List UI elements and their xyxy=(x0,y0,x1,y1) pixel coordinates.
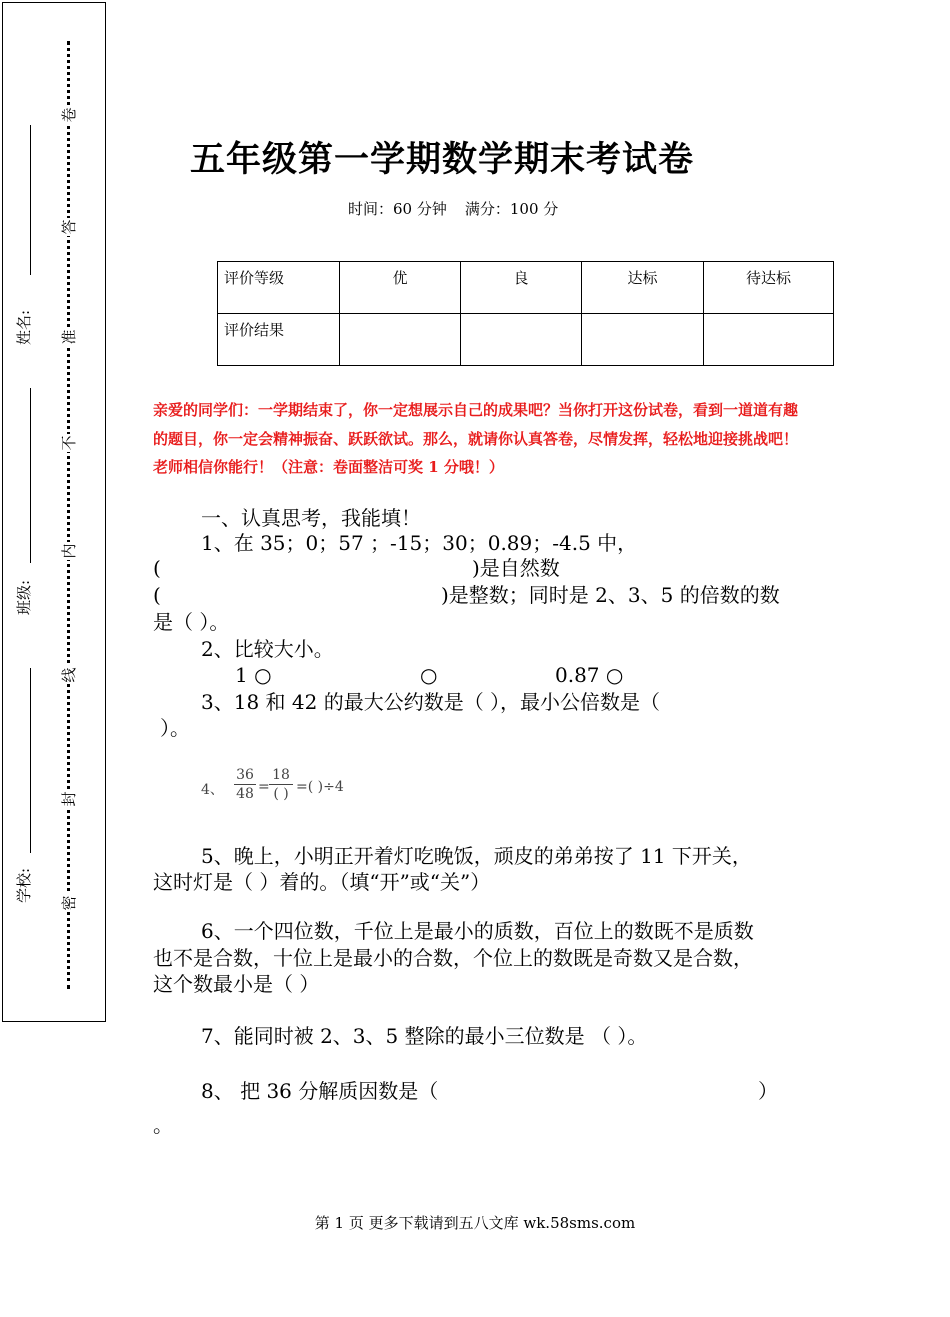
q3-line2: ）。 xyxy=(160,716,190,740)
equals-sign: = xyxy=(258,779,270,795)
q2-compare: 1 ○ xyxy=(235,663,272,687)
result-cell[interactable] xyxy=(461,314,582,366)
fraction xyxy=(234,767,256,802)
page-footer: 第 1 页 更多下载请到五八文库 wk.58sms.com xyxy=(314,1214,636,1232)
table-cell: 待达标 xyxy=(704,262,834,314)
seal-dotted-line xyxy=(67,41,70,989)
q2-compare: 0.87 ○ xyxy=(555,663,624,687)
section-heading: 一、认真思考，我能填！ xyxy=(201,506,421,530)
equation-tail: =( )÷4 xyxy=(296,779,344,795)
school-underline xyxy=(30,668,31,853)
fraction-bar xyxy=(234,784,256,785)
full-score: 满分：100 分 xyxy=(464,200,559,218)
table-row xyxy=(218,262,834,314)
denominator: ( ) xyxy=(273,786,289,802)
q8-close-paren: ） xyxy=(758,1079,778,1103)
result-cell[interactable] xyxy=(340,314,461,366)
evaluation-table xyxy=(217,261,834,366)
q1-open-paren: ( xyxy=(153,583,161,607)
time-limit: 时间：60 分钟 xyxy=(348,200,447,218)
seal-char: 卷 xyxy=(60,107,78,123)
table-row xyxy=(218,314,834,366)
q1-line2: )是自然数 xyxy=(472,556,560,580)
seal-char: 密 xyxy=(60,895,78,911)
q2-compare: ○ xyxy=(420,663,438,687)
table-cell: 评价结果 xyxy=(218,314,340,366)
exam-info xyxy=(348,198,576,219)
seal-char: 答 xyxy=(60,219,78,235)
table-cell: 达标 xyxy=(582,262,704,314)
binding-strip xyxy=(2,2,106,1022)
name-underline xyxy=(30,125,31,275)
q5-line2: 这时灯是（ ）着的。（填“开”或“关”） xyxy=(153,870,491,894)
q1-line1: 1、在 35；0；57 ；-15；30；0.89；-4.5 中， xyxy=(201,531,638,555)
school-label: 学校: xyxy=(15,867,33,903)
intro-message: 亲爱的同学们：一学期结束了，你一定想展示自己的成果吧？当你打开这份试卷，看到一道道有趣的题目，你一定会精神振奋、跃跃欲试。那么，就请你认真答卷，尽情发挥，轻松地迎接挑战吧！老师相信你能行！（注意：卷面整洁可奖 1 分哦！） xyxy=(153,401,799,476)
class-label: 班级: xyxy=(15,579,33,615)
q8-line2: 。 xyxy=(153,1113,173,1137)
q6-line2: 也不是合数，十位上是最小的合数，个位上的数既是奇数又是合数， xyxy=(153,946,753,970)
fraction-bar xyxy=(269,784,293,785)
q1-open-paren: ( xyxy=(153,556,161,580)
q6-line1: 6、一个四位数，千位上是最小的质数，百位上的数既不是质数 xyxy=(201,919,754,943)
seal-char: 准 xyxy=(60,329,78,345)
seal-char: 封 xyxy=(60,791,78,807)
result-cell[interactable] xyxy=(704,314,834,366)
numerator: 18 xyxy=(272,767,290,783)
q2-line1: 2、比较大小。 xyxy=(201,637,334,661)
denominator: 48 xyxy=(236,786,254,802)
q6-line3: 这个数最小是（ ） xyxy=(153,972,320,996)
q7-text: 7、能同时被 2、3、5 整除的最小三位数是 （ ）。 xyxy=(201,1024,648,1048)
seal-char: 线 xyxy=(60,667,78,683)
numerator: 36 xyxy=(236,767,254,783)
q5-line1: 5、晚上，小明正开着灯吃晚饭，顽皮的弟弟按了 11 下开关， xyxy=(201,844,752,868)
page-title: 五年级第一学期数学期末考试卷 xyxy=(190,140,695,180)
q4-number: 4、 xyxy=(201,782,224,798)
fraction xyxy=(269,767,293,802)
seal-char: 内 xyxy=(60,543,78,559)
q3-line1: 3、18 和 42 的最大公约数是（ ），最小公倍数是（ xyxy=(201,690,661,714)
seal-char: 不 xyxy=(60,435,78,451)
q1-line3: )是整数；同时是 2、3、5 的倍数的数 xyxy=(441,583,780,607)
q8-line1: 8、 把 36 分解质因数是（ xyxy=(201,1079,439,1103)
q1-line4: 是（ ）。 xyxy=(153,610,230,634)
name-label: 姓名: xyxy=(15,309,33,345)
class-underline xyxy=(30,388,31,563)
result-cell[interactable] xyxy=(582,314,704,366)
table-cell: 优 xyxy=(340,262,461,314)
table-cell: 良 xyxy=(461,262,582,314)
table-cell: 评价等级 xyxy=(218,262,340,314)
